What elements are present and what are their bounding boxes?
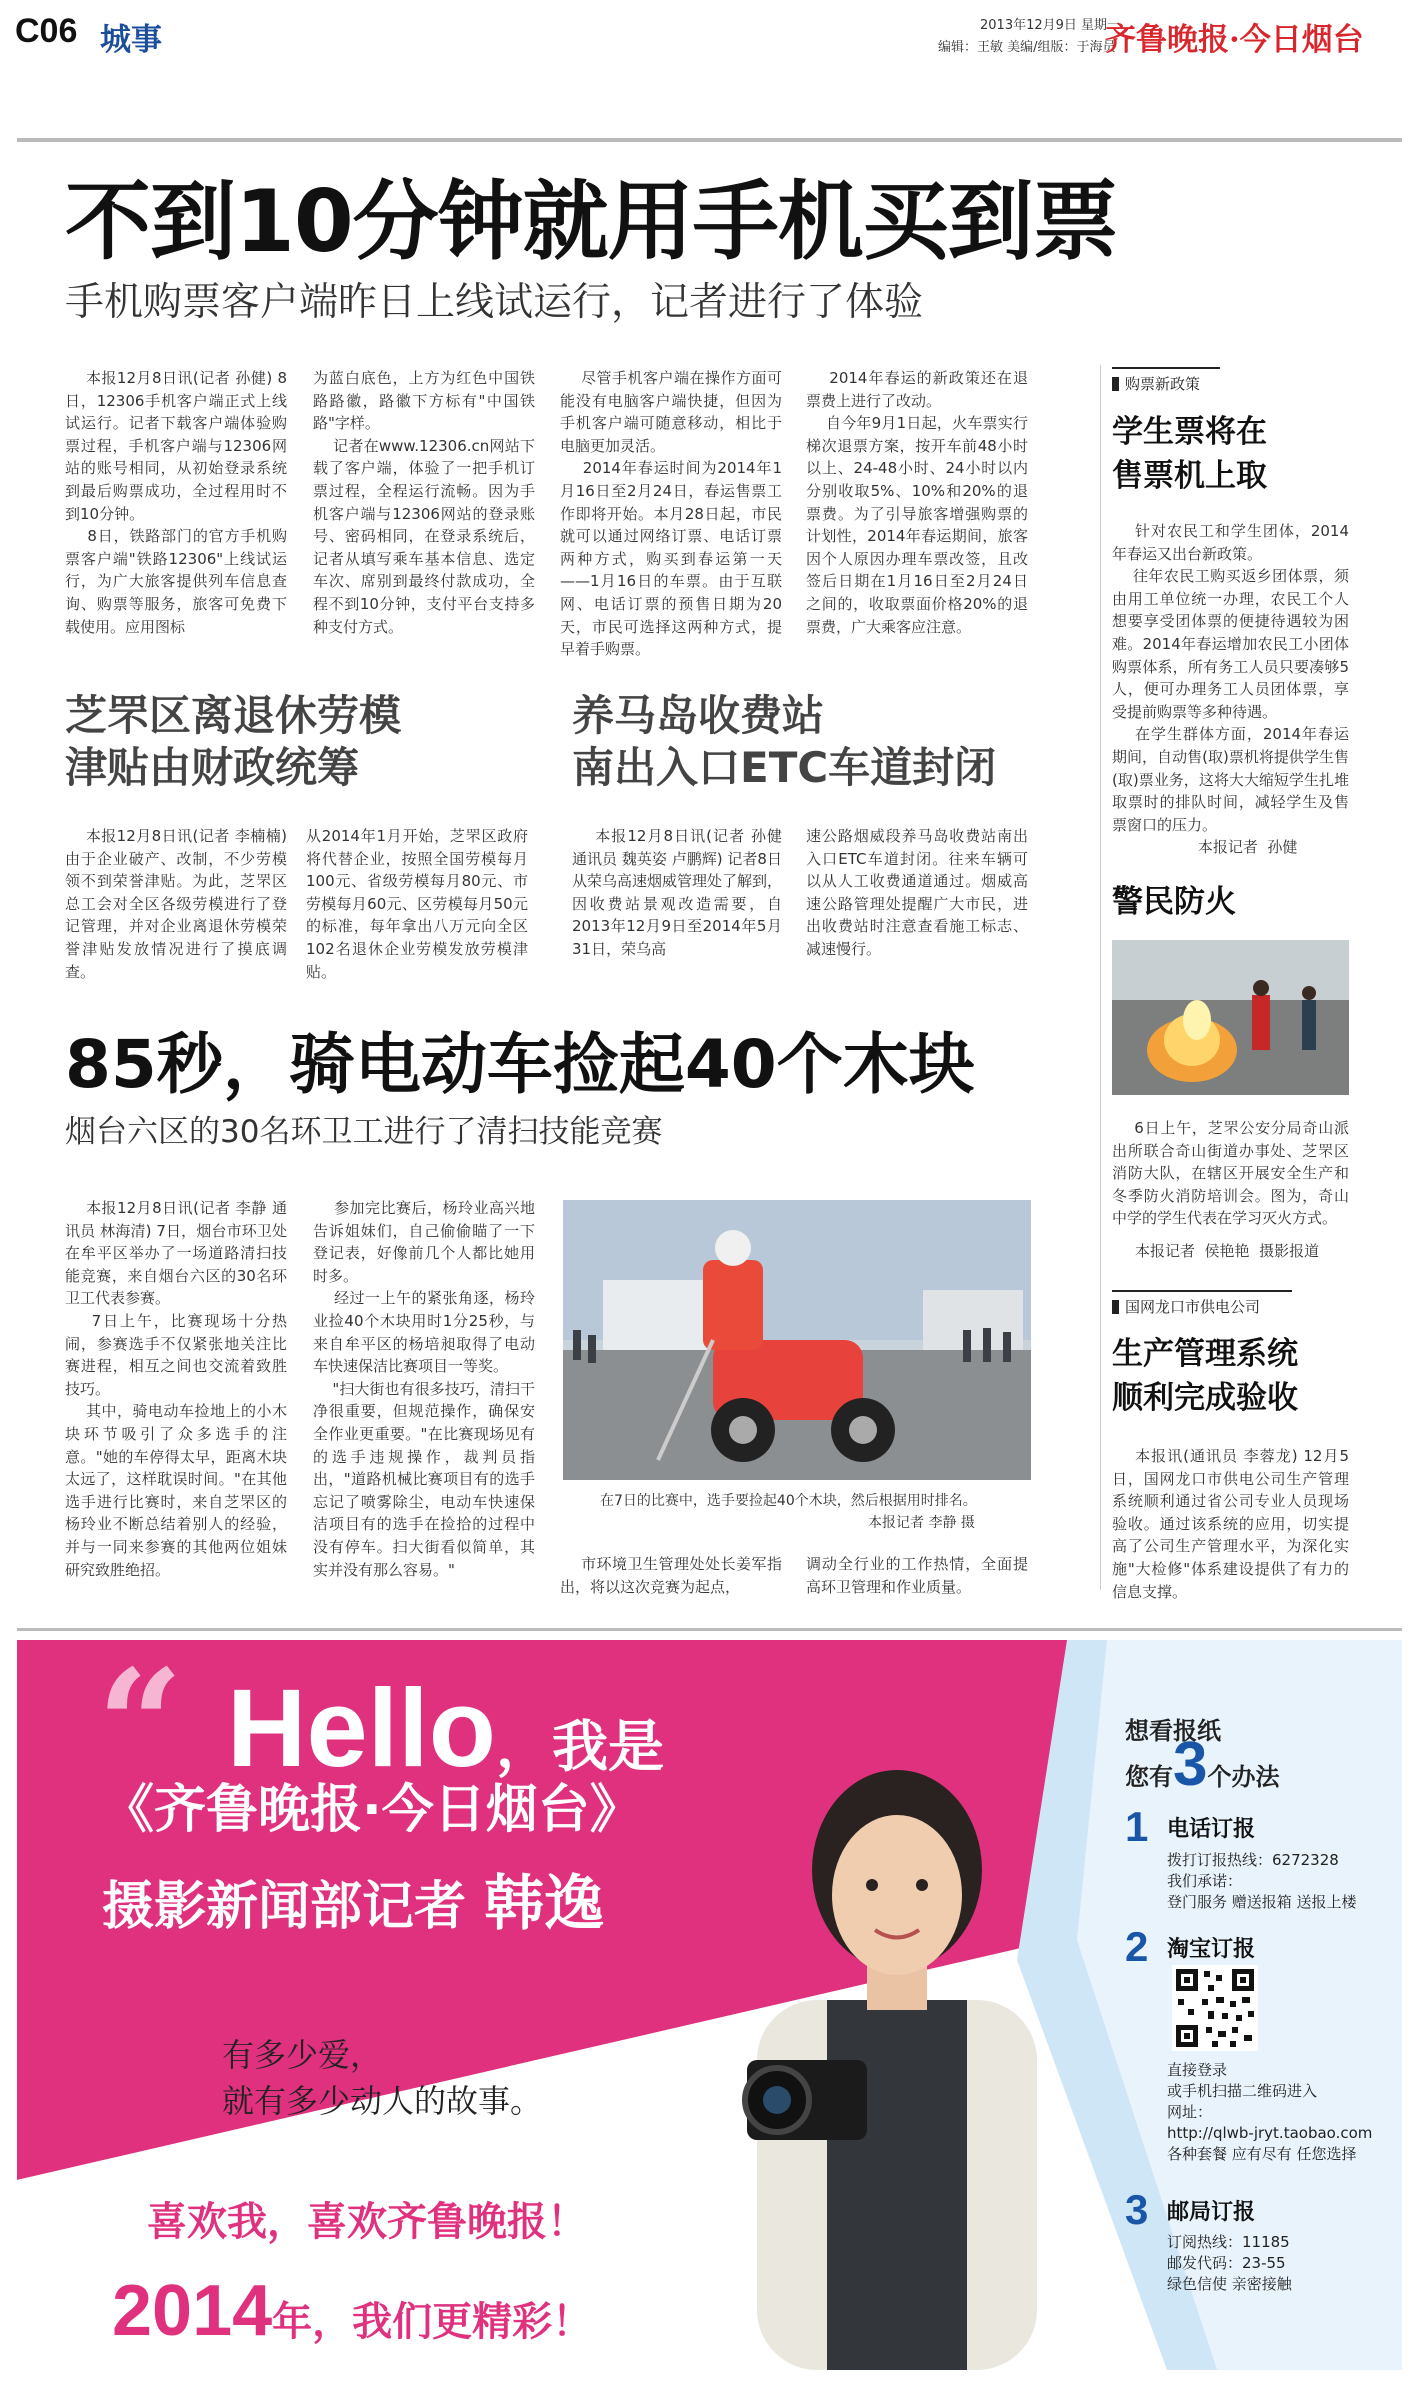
method3-body: 订阅热线：11185 邮发代码：23-55 绿色信使 亲密接触 <box>1167 2233 1292 2293</box>
sidebar1-tag: 购票新政策 <box>1112 367 1220 394</box>
sidebar3-headline: 生产管理系统 顺利完成验收 <box>1112 1336 1298 1416</box>
ad-reporter-name: 韩逸 <box>484 1869 605 1939</box>
ad-slogan2-line <box>112 2252 592 2351</box>
article4-col1: 本报12月8日讯(记者 李静 通讯员 林海清) 7日，烟台市环卫处在牟平区举办了一场道路清扫技能竞赛，来自烟台六区的30名环卫工代表参赛。 7日上午，比赛现场十分热闹，参赛选手不仅紧张地关注比赛进程，相互之间也交流着致胜技巧。 其中，骑电动车捡地上的小木块环节吸引了众多选手的注意。"她的车停得太早，距离木块太远了，这样耽误时间。"在其他选手进行比赛时，来自芝罘区的杨玲业不断总结着别人的经验，并与一同来参赛的其他两位姐妹研究致胜绝招。 <box>65 1199 287 1579</box>
sidebar2-caption: 6日上午，芝罘公安分局奇山派出所联合奇山街道办事处、芝罘区消防大队，在辖区开展安全生产和冬季防火消防培训会。图为，奇山中学的学生代表在学习灭火方式。 <box>1112 1119 1350 1228</box>
article4-headline: 85秒，骑电动车捡起40个木块 <box>65 1026 975 1103</box>
subscribe-tail: 个办法 <box>1207 1763 1280 1791</box>
vertical-divider <box>1100 365 1101 1590</box>
sidebar2-headline: 警民防火 <box>1112 884 1236 920</box>
ad-slogan1: 喜欢我，喜欢齐鲁晚报！ <box>147 2199 587 2245</box>
sidebar1-body: 针对农民工和学生团体，2014年春运又出台新政策。 往年农民工购买返乡团体票，须由用工单位统一办理，农民工个人想要享受团体票的便捷待遇较为困难。2014年春运增加农民工小团体购票体系，所有务工人员只要凑够5人，便可办理务工人员团体票，享受提前购票等多种待遇。 在学生群体方面，2014年春运期间，自动售(取)票机将提供学生售(取)票业务，这将大大缩短学生扎堆取票时的排队时间，减轻学生及售票窗口的压力。 本报记者 孙健 <box>1112 522 1349 857</box>
editor-credits: 编辑：王敏 美编/组版：于海员 <box>938 40 1116 55</box>
fire-drill-illustration <box>1112 940 1349 1095</box>
section-name: 城事 <box>100 22 162 58</box>
sidebar3-tag: 国网龙口市供电公司 <box>1112 1290 1292 1317</box>
method2-title: 淘宝订报 <box>1167 1937 1256 1962</box>
page-code: C06 <box>15 12 78 50</box>
article1-col3: 尽管手机客户端在操作方面可能没有电脑客户端快捷，但因为手机客户端可随意移动，相比于电脑更加灵活。 2014年春运时间为2014年1月16日至2月24日，春运售票工作即将开始。本月28日起，市民就可以通过网络订票、电话订票两种方式，购买到春运第一天——1月16日的车票。由于互联网、电话订票的预售日期为20天，市民可选择这两种方式，提早着手购票。 <box>560 369 782 659</box>
subscribe-intro-line <box>1125 1680 1280 1799</box>
article2-col1: 本报12月8日讯(记者 李楠楠) 由于企业破产、改制，不少劳模领不到荣誉津贴。为此，芝罘区总工会对全区各级劳模进行了登记管理，并对企业离退休劳模荣誉津贴发放情况进行了摸底调查。 <box>65 827 292 981</box>
subscribe-intro: 想看报纸 您有 <box>1125 1717 1221 1791</box>
article4-subhead: 烟台六区的30名环卫工进行了清扫技能竞赛 <box>65 1114 663 1150</box>
method1-body: 拨打订报热线：6272328 我们承诺： 登门服务 赠送报箱 送报上楼 <box>1167 1851 1357 1911</box>
article1-col2: 为蓝白底色，上方为红色中国铁路路徽，路徽下方标有"中国铁路"字样。 记者在www.12306.cn网站下载了客户端，体验了一把手机订票过程，全程运行流畅。因为手机客户端与12306网站的登录账号、密码相同，在登录系统后，记者从填写乘车基本信息、选定车次、席别到最终付款成功，全程不到10分钟，支付平台支持多种支付方式。 <box>313 369 536 636</box>
ad-divider <box>17 1628 1402 1631</box>
photographer-portrait <box>717 1700 1077 2370</box>
contest-illustration <box>563 1200 1031 1480</box>
method3-number: 3 <box>1125 2186 1149 2233</box>
article1-headline: 不到10分钟就用手机买到票 <box>65 172 1118 272</box>
ad-slogan2: 年，我们更精彩！ <box>272 2299 593 2345</box>
article4-photo-caption: 在7日的比赛中，选手要捡起40个木块，然后根据用时排名。 <box>600 1493 977 1509</box>
qr-code-icon[interactable] <box>1172 1965 1258 2051</box>
article4-col4: 调动全行业的工作热情，全面提高环卫管理和作业质量。 <box>806 1555 1028 1596</box>
ad-hello-suffix: ，我是 <box>495 1715 664 1780</box>
article4-col3: 市环境卫生管理处处长姜军指出，将以这次竞赛为起点， <box>560 1555 782 1596</box>
ad-year: 2014 <box>112 2271 273 2351</box>
method2-body: 直接登录 或手机扫描二维码进入 网址： http://qlwb-jryt.taobao.com 各种套餐 应有尽有 任您选择 <box>1167 2061 1373 2163</box>
ad-hello-line <box>227 1650 664 1789</box>
sidebar2-credit: 本报记者 侯艳艳 摄影报道 <box>1135 1242 1320 1260</box>
sidebar1-headline: 学生票将在 售票机上取 <box>1112 414 1267 494</box>
ad-paper-name: 《齐鲁晚报·今日烟台》 <box>102 1780 642 1840</box>
method2-number: 2 <box>1125 1923 1149 1970</box>
masthead-divider <box>17 138 1402 142</box>
article2-headline: 芝罘区离退休劳模 津贴由财政统筹 <box>65 691 402 792</box>
masthead <box>0 0 1417 70</box>
article3-col2: 速公路烟威段养马岛收费站南出入口ETC车道封闭。往来车辆可以从人工收费通道通过。烟威高速公路管理处提醒广大市民，进出收费站时注意查看施工标志、减速慢行。 <box>806 827 1028 958</box>
ad-story: 有多少爱， 就有多少动人的故事。 <box>222 2036 543 2120</box>
ad-reporter: 摄影新闻部记者 <box>102 1877 485 1937</box>
cleaning-contest-photo <box>563 1200 1031 1480</box>
ad-reporter-line <box>102 1850 604 1942</box>
issue-date: 2013年12月9日 星期一 <box>980 18 1121 33</box>
method1-title: 电话订报 <box>1167 1817 1256 1842</box>
fire-drill-photo <box>1112 940 1349 1095</box>
brand-logo: 齐鲁晚报·今日烟台 <box>1105 22 1364 58</box>
article4-col2: 参加完比赛后，杨玲业高兴地告诉姐妹们，自己偷偷瞄了一下登记表，好像前几个人都比她用时多。 经过一上午的紧张角逐，杨玲业捡40个木块用时1分25秒，与来自牟平区的杨培昶取得了电动车快速保洁比赛项目一等奖。 "扫大街也有很多技巧，清扫干净很重要，但规范操作，确保安全作业更重要。"在比赛现场见有的选手违规操作，裁判员指出，"道路机械比赛项目有的选手忘记了喷雾除尘，电动车快速保洁项目有的选手在捡拾的过程中没有停车。扫大街看似简单，其实并没有那么容易。" <box>313 1199 535 1579</box>
subscribe-num: 3 <box>1173 1730 1208 1799</box>
quote-close-icon: ” <box>637 1937 724 2113</box>
article4-photo-credit: 本报记者 李静 摄 <box>868 1515 975 1531</box>
article3-col1: 本报12月8日讯(记者 孙健 通讯员 魏英姿 卢鹏辉) 记者8日从荣乌高速烟威管理处了解到，因收费站景观改造需要，自2013年12月9日至2014年5月31日，荣乌高 <box>572 827 787 958</box>
article2-col2: 从2014年1月开始，芝罘区政府将代替企业，按照全国劳模每月100元、省级劳模每月80元、市劳模每月60元、区劳模每月50元的标准，每年拿出八万元向全区102名退休企业劳模发放劳模津贴。 <box>306 827 528 981</box>
article3-headline: 养马岛收费站 南出入口ETC车道封闭 <box>572 691 997 792</box>
ad-hello: Hello <box>227 1667 496 1790</box>
article1-col1: 本报12月8日讯(记者 孙健) 8日，12306手机客户端正式上线试运行。记者下载客户端体验购票过程，手机客户端与12306网站的账号相同，从初始登录系统到最后购票成功，全过程用时不到10分钟。 8日，铁路部门的官方手机购票客户端"铁路12306"上线试运行，为广大旅客提供列车信息查询、购票等服务，旅客可免费下载使用。应用图标 <box>65 369 287 636</box>
sidebar3-body: 本报讯(通讯员 李蓉龙) 12月5日，国网龙口市供电公司生产管理系统顺利通过省公司专业人员现场验收。通过该系统的应用，切实提高了公司生产管理水平，为深化实施"大检修"体系建设提供了有力的信息支撑。 <box>1112 1447 1350 1601</box>
article1-subhead: 手机购票客户端昨日上线试运行，记者进行了体验 <box>65 280 924 325</box>
subscription-ad <box>17 1640 1402 2370</box>
article1-col4: 2014年春运的新政策还在退票费上进行了改动。 自今年9月1日起，火车票实行梯次退票方案，按开车前48小时以上、24-48小时、24小时以内分别收取5%、10%和20%的退票费。为了引导旅客增强购票的计划性，2014年春运期间，旅客因个人原因办理车票改签，且改签后日期在1月16日至2月24日之间的，收取票面价格20%的退票费，广大乘客应注意。 <box>806 369 1028 636</box>
quote-open-icon: “ <box>97 1640 184 1813</box>
method3-title: 邮局订报 <box>1167 2200 1256 2225</box>
method1-number: 1 <box>1125 1803 1149 1850</box>
